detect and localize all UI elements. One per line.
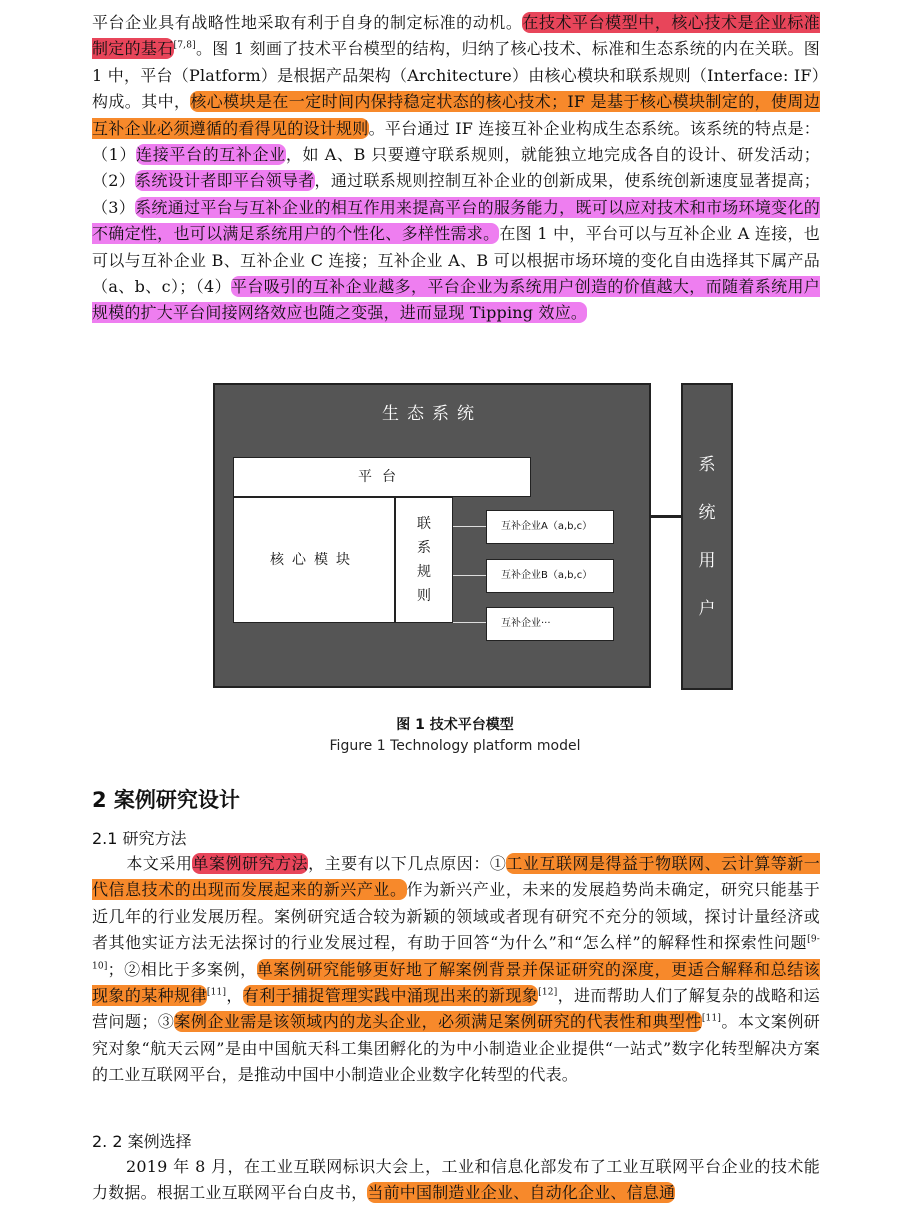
highlight-pink: 系统设计者即平台领导者 [135,171,315,191]
citation: [11] [206,987,227,998]
intro-paragraph [92,10,820,327]
citation: [9-10] [92,934,820,972]
highlight-orange: 核心模块是在一定时间内保持稳定状态的核心技术；IF 是基于核心模块制定的，使周边互补企业必须遵循的看得见的设计规则 [92,92,820,138]
case-paragraph [92,1154,820,1207]
citation: [7,8] [173,41,196,52]
core-module-box: 核心模块 [233,497,395,623]
highlight-pink: 平台吸引的互补企业越多，平台企业为系统用户创造的价值越大，而随着系统用户规模的扩大平台间接网络效应也随之变强，进而显现 Tipping 效应。 [92,277,821,323]
text-run: ，进而帮助人们了解复杂的战略和运营问题；③ [92,986,820,1032]
text-run: 。本文案例研究对象“航天云网”是由中国航天科工集团孵化的为中小制造业企业提供“一站式”数字化转型解决方案的工业互联网平台，是推动中国中小制造业企业数字化转型的代表。 [92,1012,820,1085]
highlight-red: 在技术平台模型中，核心技术是企业标准制定的基石 [92,13,820,59]
system-users-box [681,383,733,690]
connector-line [453,526,486,527]
citation: [11] [701,1014,722,1025]
rules-char: 规 [417,564,431,580]
ecosystem-diagram [213,383,651,688]
subsection-heading: 2.1 研究方法 [92,829,187,848]
citation: [12] [538,987,558,998]
users-connector [651,515,681,518]
subsection-heading: 2. 2 案例选择 [92,1132,192,1151]
users-char: 户 [698,598,716,619]
ecosystem-label: 生态系统 [382,404,482,424]
text-run: 平台企业具有战略性地采取有利于自身的制定标准的动机。 [92,13,523,32]
figure-caption-cn: 图 1 技术平台模型 [396,717,514,733]
users-char: 统 [698,502,716,523]
text-run: ，通过联系规则控制互补企业的创新成果，使系统创新速度显著提高；（3） [92,171,820,217]
interface-rules-box [395,497,453,623]
text-run: 作为新兴产业，未来的发展趋势尚未确定，研究只能基于近几年的行业发展历程。案例研究适合较为新颖的领域或者现有研究不充分的领域，探讨计量经济或者其他实证方法无法探讨的行业发展过程，有助于回答“为什么”和“怎么样”的解释性和探索性问题 [92,880,820,953]
section-heading: 2 案例研究设计 [92,788,240,812]
highlight-pink: 系统通过平台与互补企业的相互作用来提高平台的服务能力，既可以应对技术和市场环境变化的不确定性，也可以满足系统用户的个性化、多样性需求。 [92,197,820,244]
platform-box: 平台 [233,457,531,497]
text-run: ，主要有以下几点原因：① [308,854,507,873]
highlight-orange: 工业互联网是得益于物联网、云计算等新一代信息技术的出现而发展起来的新兴产业。 [92,854,820,900]
rules-char: 联 [417,516,431,532]
users-char: 用 [698,550,716,571]
highlight-pink: 连接平台的互补企业 [136,145,286,165]
text-run: 本文采用 [126,854,193,873]
complement-b-box: 互补企业B（a,b,c） [486,559,614,593]
text-run: ， [226,986,243,1006]
connector-line [453,575,486,576]
highlight-orange: 案例企业需是该领域内的龙头企业，必须满足案例研究的代表性和典型性 [174,1012,702,1032]
highlight-orange: 单案例研究能够更好地了解案例背景并保证研究的深度，更适合解释和总结该现象的某种规律 [92,959,820,1006]
rules-char: 系 [417,540,431,556]
highlight-red: 单案例研究方法 [192,854,309,873]
rules-char: 则 [417,588,431,604]
text-run: 。图 1 刻画了技术平台模型的结构，归纳了核心技术、标准和生态系统的内在关联。图 1 中，平台（Platform）是根据产品架构（Architecture）由核心模块和联系规则（Interface: IF）构成。其中， [92,39,820,112]
users-char: 系 [698,454,716,475]
complement-a-box: 互补企业A（a,b,c） [486,510,614,544]
method-paragraph [92,851,820,1089]
highlight-orange: 有利于捕捉管理实践中涌现出来的新现象 [242,986,539,1006]
text-run: 在图 1 中，平台可以与互补企业 A 连接，也可以与互补企业 B、互补企业 C 连接；互补企业 A、B 可以根据市场环境的变化自由选择其下属产品（a、b、c）；（4） [92,224,820,297]
figure-caption-en: Figure 1 Technology platform model [329,738,581,754]
connector-line [453,622,486,623]
text-run: ，如 A、B 只要遵守联系规则，就能独立地完成各自的设计、研发活动；（2） [92,145,820,191]
text-run: ；②相比于多案例， [107,959,257,979]
highlight-orange: 当前中国制造业企业、自动化企业、信息通 [367,1183,676,1203]
text-run: 2019 年 8 月，在工业互联网标识大会上，工业和信息化部发布了工业互联网平台企业的技术能力数据。根据工业互联网平台白皮书， [92,1157,820,1203]
text-run: 。平台通过 IF 连接互补企业构成生态系统。该系统的特点是：（1） [92,118,820,165]
complement-more-box: 互补企业··· [486,607,614,641]
